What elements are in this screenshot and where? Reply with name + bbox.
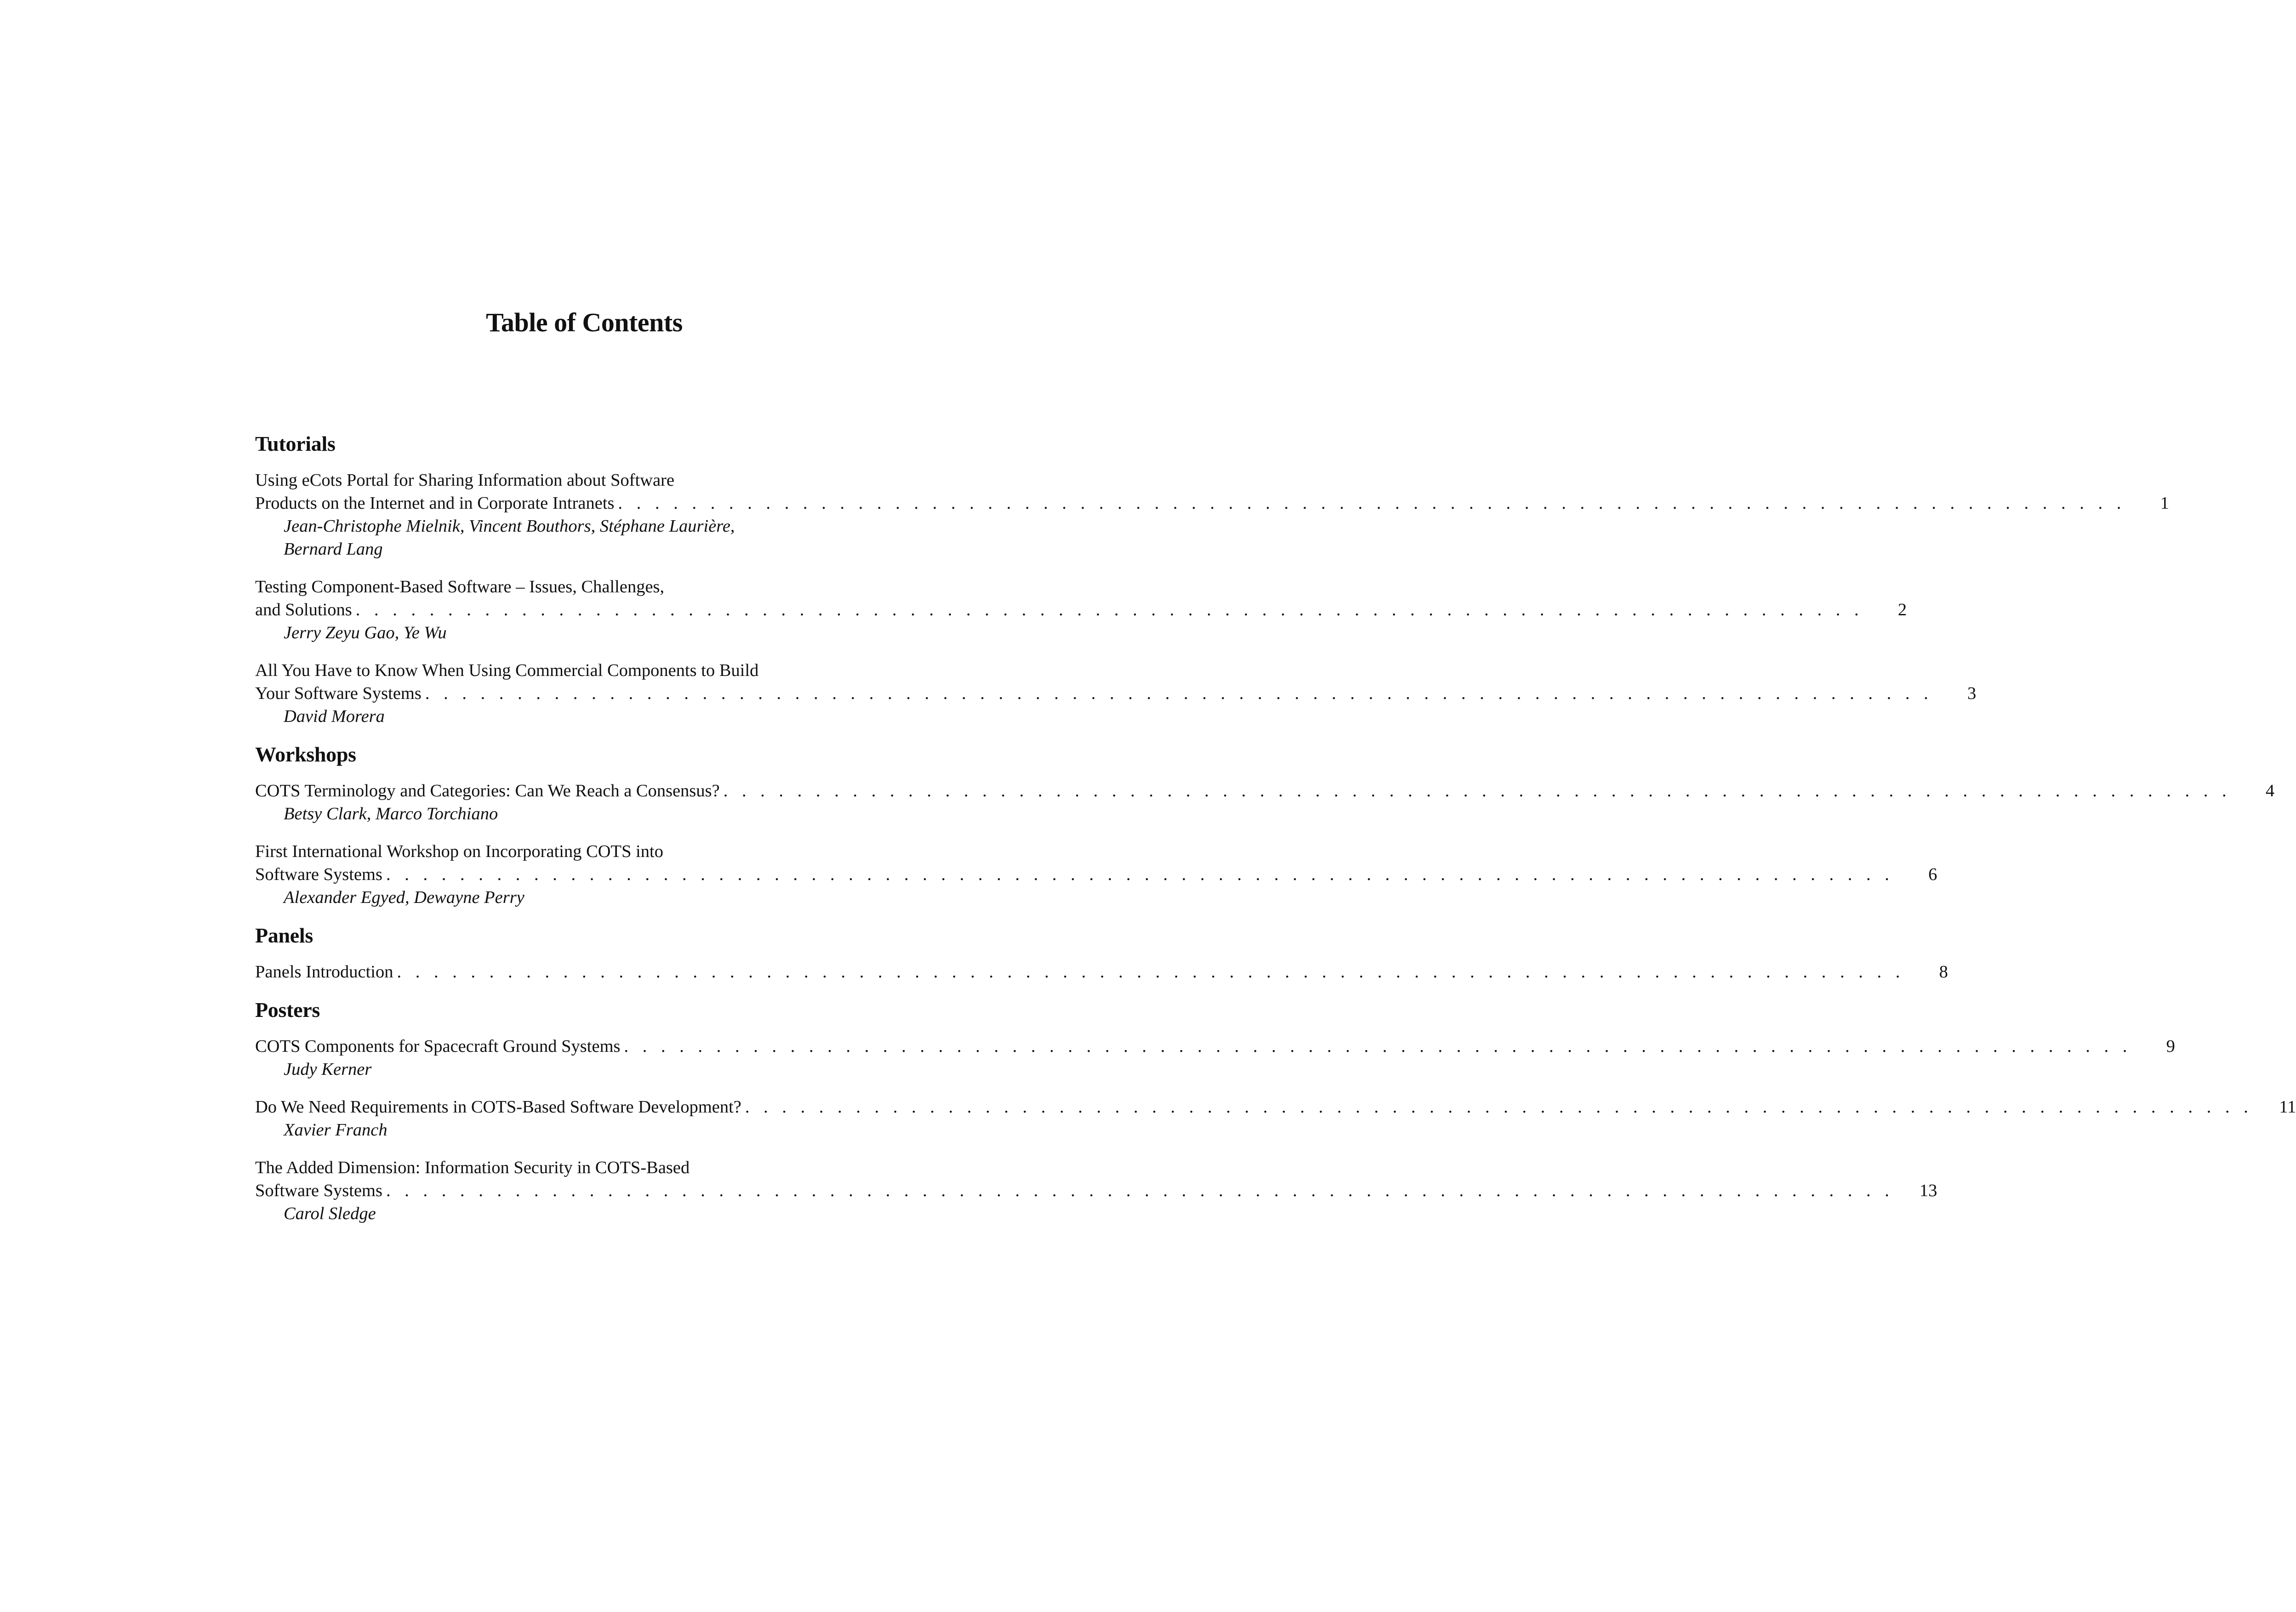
toc-entry[interactable] — [255, 575, 1907, 644]
author-line: David Morera — [284, 707, 385, 726]
entry-title-row — [255, 779, 2275, 802]
toc-entry[interactable] — [255, 1035, 2175, 1081]
entry-authors — [255, 1058, 913, 1081]
entry-authors — [255, 802, 913, 825]
author-line: Jean-Christophe Mielnik, Vincent Bouthors, Stéphane Laurière, — [284, 517, 735, 536]
entry-title-row — [255, 1179, 1937, 1202]
dot-leader: . . . . . . . . . . . . . . . . . . . . . . . . . . . . . . . . . . . . . . . . . . . . . . . . . . . . . . . . . . . . . . . . . . . . . . . . . . . . . . . . . . — [397, 962, 1905, 982]
entry-authors — [255, 1118, 913, 1141]
entry-title-line: Panels Introduction — [255, 962, 393, 982]
table-of-contents — [255, 431, 2296, 1239]
entry-title-row — [255, 682, 1977, 705]
entry-title-line: Products on the Internet and in Corporate Intranets — [255, 494, 615, 513]
page-number: 1 — [2160, 494, 2169, 513]
toc-section-workshops — [255, 742, 2275, 909]
author-line: Alexander Egyed, Dewayne Perry — [284, 888, 524, 907]
dot-leader: . . . . . . . . . . . . . . . . . . . . . . . . . . . . . . . . . . . . . . . . . . . . . . . . . . . . . . . . . . . . . . . . . . . . . . . . . . . . . . . . . . — [425, 684, 1933, 703]
author-line: Judy Kerner — [284, 1060, 372, 1079]
entry-title-row — [255, 960, 1948, 983]
dot-leader: . . . . . . . . . . . . . . . . . . . . . . . . . . . . . . . . . . . . . . . . . . . . . . . . . . . . . . . . . . . . . . . . . . . . . . . . . . . . . . . . . . — [723, 781, 2232, 800]
toc-entry[interactable] — [255, 840, 1937, 909]
page-number: 6 — [1928, 865, 1937, 884]
entry-title-line: All You Have to Know When Using Commercial Components to Build — [255, 661, 759, 680]
page-number: 4 — [2265, 781, 2275, 800]
page-number: 3 — [1967, 684, 1977, 703]
entry-authors — [255, 621, 913, 644]
toc-entry[interactable] — [255, 659, 1977, 728]
entry-title-row — [255, 1035, 2175, 1058]
dot-leader: . . . . . . . . . . . . . . . . . . . . . . . . . . . . . . . . . . . . . . . . . . . . . . . . . . . . . . . . . . . . . . . . . . . . . . . . . . . . . . . . . . — [355, 600, 1864, 619]
page-number: 2 — [1897, 600, 1907, 619]
entry-title-line: Using eCots Portal for Sharing Information about Software — [255, 471, 675, 490]
toc-entry[interactable] — [255, 960, 1948, 983]
page-number: 13 — [1919, 1181, 1937, 1200]
entry-title-row — [255, 863, 1937, 886]
toc-entry[interactable] — [255, 1095, 2296, 1141]
page-number: 9 — [2166, 1037, 2175, 1056]
entry-title-line: Software Systems — [255, 1181, 382, 1200]
entry-title-line: Do We Need Requirements in COTS-Based Software Development? — [255, 1097, 741, 1117]
toc-section-posters — [255, 997, 2296, 1225]
toc-section-tutorials — [255, 431, 2169, 728]
entry-title-row — [255, 492, 2169, 515]
entry-title-row — [255, 598, 1907, 621]
dot-leader: . . . . . . . . . . . . . . . . . . . . . . . . . . . . . . . . . . . . . . . . . . . . . . . . . . . . . . . . . . . . . . . . . . . . . . . . . . . . . . . . . . — [745, 1097, 2253, 1117]
entry-title-line: and Solutions — [255, 600, 352, 619]
entry-authors — [255, 705, 913, 728]
toc-section-panels — [255, 923, 1948, 983]
dot-leader: . . . . . . . . . . . . . . . . . . . . . . . . . . . . . . . . . . . . . . . . . . . . . . . . . . . . . . . . . . . . . . . . . . . . . . . . . . . . . . . . . . — [386, 865, 1894, 884]
entry-title-line: COTS Terminology and Categories: Can We Reach a Consensus? — [255, 781, 720, 800]
entry-title-line: COTS Components for Spacecraft Ground Systems — [255, 1037, 621, 1056]
entry-title-line: Testing Component-Based Software – Issues, Challenges, — [255, 577, 665, 596]
entry-title-line: Software Systems — [255, 865, 382, 884]
dot-leader: . . . . . . . . . . . . . . . . . . . . . . . . . . . . . . . . . . . . . . . . . . . . . . . . . . . . . . . . . . . . . . . . . . . . . . . . . . . . . . . . . . — [624, 1037, 2132, 1056]
entry-title-row — [255, 1095, 2296, 1118]
author-line: Carol Sledge — [284, 1204, 376, 1223]
entry-title-line: First International Workshop on Incorporating COTS into — [255, 842, 664, 861]
page-number: 8 — [1939, 962, 1948, 982]
entry-title-line: Your Software Systems — [255, 684, 422, 703]
section-heading: Workshops — [255, 743, 356, 766]
author-line: Bernard Lang — [284, 539, 383, 559]
section-heading: Posters — [255, 998, 320, 1022]
dot-leader: . . . . . . . . . . . . . . . . . . . . . . . . . . . . . . . . . . . . . . . . . . . . . . . . . . . . . . . . . . . . . . . . . . . . . . . . . . . . . . . . . . — [618, 494, 2126, 513]
page-title: Table of Contents — [486, 307, 683, 337]
toc-entry[interactable] — [255, 1156, 1937, 1225]
toc-entry[interactable] — [255, 469, 2169, 561]
entry-authors — [255, 1202, 913, 1225]
section-heading: Tutorials — [255, 432, 336, 455]
entry-title-line: The Added Dimension: Information Security in COTS-Based — [255, 1158, 690, 1177]
dot-leader: . . . . . . . . . . . . . . . . . . . . . . . . . . . . . . . . . . . . . . . . . . . . . . . . . . . . . . . . . . . . . . . . . . . . . . . . . . . . . . . . . . — [386, 1181, 1894, 1200]
author-line: Jerry Zeyu Gao, Ye Wu — [284, 623, 447, 642]
section-heading: Panels — [255, 924, 313, 947]
author-line: Betsy Clark, Marco Torchiano — [284, 804, 498, 823]
entry-authors — [255, 886, 913, 909]
author-line: Xavier Franch — [284, 1120, 387, 1140]
entry-authors — [255, 515, 913, 561]
toc-entry[interactable] — [255, 779, 2275, 825]
page-number: 11 — [2279, 1097, 2296, 1117]
